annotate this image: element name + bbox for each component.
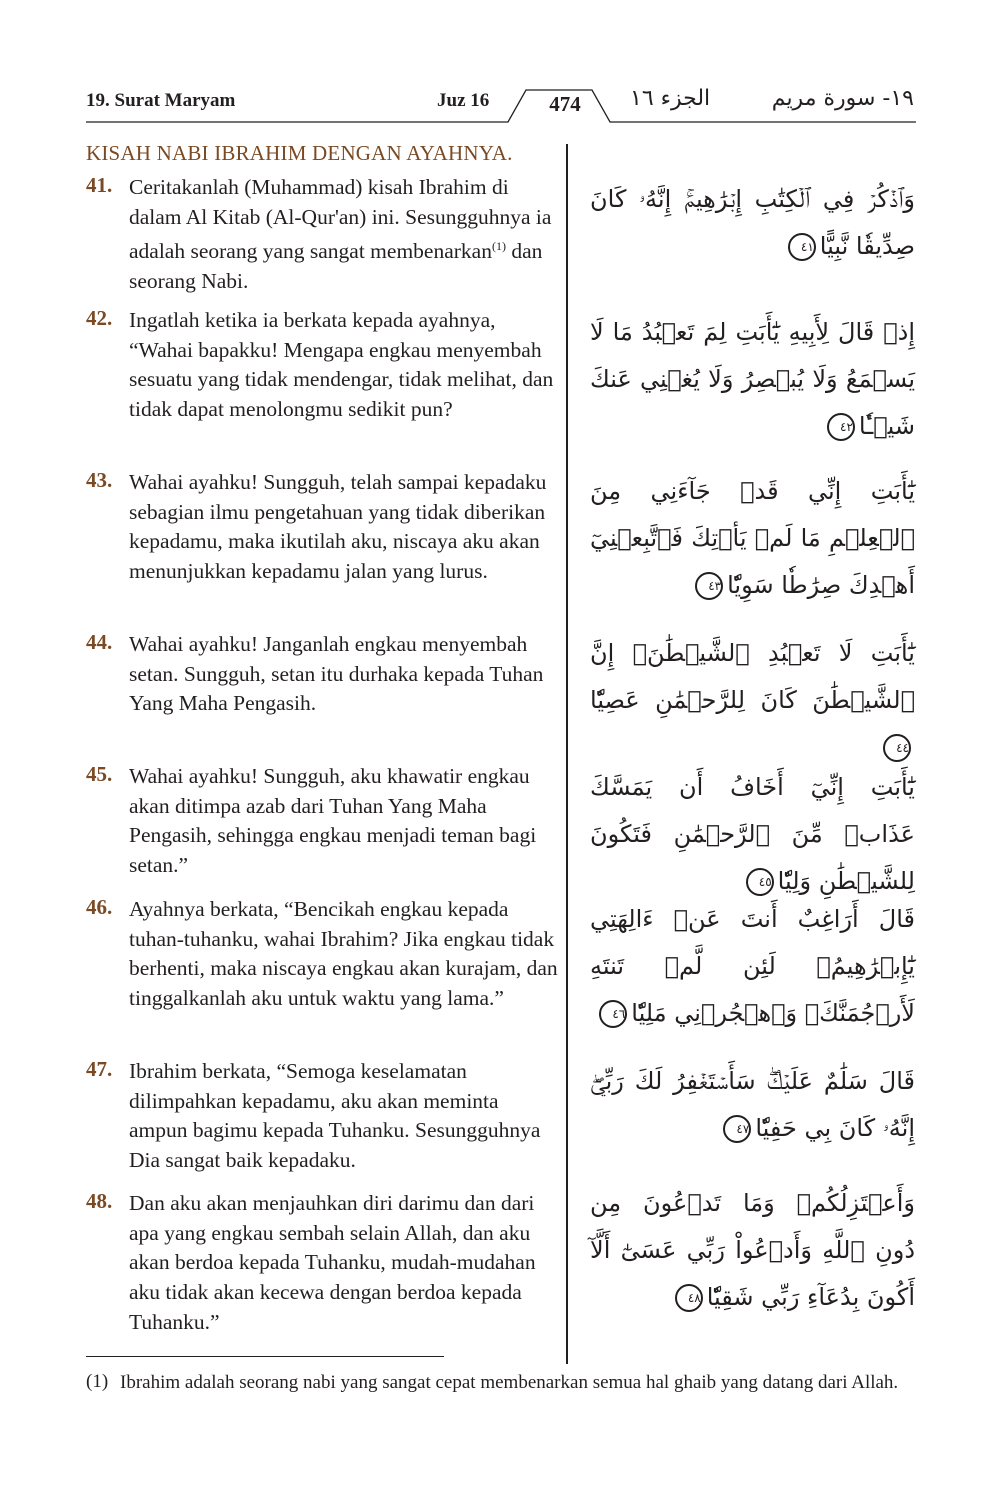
verse-number: 42. — [86, 306, 113, 330]
verse-text: Ingatlah ketika ia berkata kepada ayahnya, “Wahai bapakku! Mengapa engkau menyembah sesuatu yang tidak mendengar, tidak melihat, dan tidak dapat menolongmu sedikit pun? — [129, 308, 554, 422]
verse-number: 43. — [86, 468, 113, 492]
surah-title-arabic: ١٩- سورة مريم — [771, 86, 914, 111]
ayah-end-marker: ٤٥ — [746, 868, 774, 896]
ayah-end-marker: ٤١ — [788, 233, 816, 261]
footnote-marker: (1) — [86, 1371, 109, 1392]
verse-text: Ceritakanlah (Muhammad) kisah Ibrahim di dalam Al Kitab (Al-Qur'an) ini. Sesungguhnya ia adalah seorang yang sangat membenarkan$^{(1)}$ dan seorang Nabi. — [129, 175, 552, 294]
footnote-ref: (1) — [491, 239, 506, 254]
verse-43-arabic: يَٰٓأَبَتِ إِنِّي قَدۡ جَآءَنِي مِنَ ٱلۡعِلۡمِ مَا لَمۡ يَأۡتِكَ فَٱتَّبِعۡنِيٓ أَهۡدِكَ صِرَٰطٗا سَوِيّٗا٤٣ — [590, 477, 915, 599]
verse-42-arabic: إِذۡ قَالَ لِأَبِيهِ يَٰٓأَبَتِ لِمَ تَعۡبُدُ مَا لَا يَسۡمَعُ وَلَا يُبۡصِرُ وَلَا يُغۡنِي عَنكَ شَيۡـٔٗا٤٢ — [590, 318, 915, 440]
verse-45-arabic: يَٰٓأَبَتِ إِنِّيٓ أَخَافُ أَن يَمَسَّكَ عَذَابٞ مِّنَ ٱلرَّحۡمَٰنِ فَتَكُونَ لِلشَّيۡطَٰنِ وَلِيّٗا٤٥ — [590, 773, 915, 895]
verse-47-arabic: قَالَ سَلَٰمٌ عَلَيۡكَۖ سَأَسۡتَغۡفِرُ لَكَ رَبِّيٓۖ إِنَّهُۥ كَانَ بِي حَفِيّٗا٤٧ — [590, 1067, 915, 1142]
verse-41-arabic: وَٱذۡكُرۡ فِي ٱلۡكِتَٰبِ إِبۡرَٰهِيمَۚ إِنَّهُۥ كَانَ صِدِّيقٗا نَّبِيًّا٤١ — [590, 185, 915, 260]
verse-text: Dan aku akan menjauhkan diri darimu dan dari apa yang engkau sembah selain Allah, dan aku akan berdoa kepada Tuhanku, mudah-mudahan aku tidak akan kecewa dengan berdoa kepada Tuhanku.” — [129, 1191, 536, 1334]
verse-42-translation — [86, 306, 558, 425]
verse-number: 46. — [86, 895, 113, 919]
verse-text: Ibrahim berkata, “Semoga keselamatan dilimpahkan kepadamu, aku akan meminta ampun bagimu kepada Tuhanku. Sesungguhnya Dia sangat baik kepadaku. — [129, 1059, 541, 1173]
ayah-end-marker: ٤٧ — [723, 1115, 751, 1143]
verse-text: Wahai ayahku! Janganlah engkau menyembah setan. Sungguh, setan itu durhaka kepada Tuhan Yang Maha Pengasih. — [129, 632, 544, 716]
verse-text: Ayahnya berkata, “Bencikah engkau kepada tuhan-tuhanku, wahai Ibrahim? Jika engkau tidak berhenti, maka niscaya engkau akan kurajam, dan tinggalkanlah aku untuk waktu yang lama.” — [129, 897, 558, 1011]
verse-number: 48. — [86, 1189, 113, 1213]
verse-46-translation — [86, 895, 558, 1014]
ayah-end-marker: ٤٣ — [695, 572, 723, 600]
ayah-end-marker: ٤٨ — [675, 1284, 703, 1312]
verse-44-arabic: يَٰٓأَبَتِ لَا تَعۡبُدِ ٱلشَّيۡطَٰنَۖ إِنَّ ٱلشَّيۡطَٰنَ كَانَ لِلرَّحۡمَٰنِ عَصِيّٗا٤٤ — [590, 630, 915, 771]
surah-title-latin: 19. Surat Maryam — [86, 90, 236, 111]
ayah-end-marker: ٤٦ — [599, 1000, 627, 1028]
verse-41-translation — [86, 173, 558, 297]
verse-47-translation — [86, 1057, 558, 1176]
verse-45-translation — [86, 762, 558, 881]
verse-43-translation — [86, 468, 558, 587]
column-divider — [566, 144, 568, 1364]
verse-46-arabic: قَالَ أَرَاغِبٌ أَنتَ عَنۡ ءَالِهَتِي يَٰٓإِبۡرَٰهِيمُۖ لَئِن لَّمۡ تَنتَهِ لَأَرۡجُمَنَّكَۖ وَٱهۡجُرۡنِي مَلِيّٗا٤٦ — [590, 905, 915, 1027]
juz-label-arabic: الجزء ١٦ — [630, 86, 711, 111]
verse-number: 44. — [86, 630, 113, 654]
verse-text: Wahai ayahku! Sungguh, aku khawatir engkau akan ditimpa azab dari Tuhan Yang Maha Pengasih, sehingga engkau menjadi teman bagi setan.” — [129, 764, 537, 878]
verse-text: Wahai ayahku! Sungguh, telah sampai kepadaku sebagian ilmu pengetahuan yang tidak diberikan kepadamu, maka ikutilah aku, niscaya aku akan menunjukkan kepadamu jalan yang lurus. — [129, 470, 547, 584]
ayah-end-marker: ٤٢ — [827, 413, 855, 441]
verse-number: 47. — [86, 1057, 113, 1081]
footnote-text: Ibrahim adalah seorang nabi yang sangat cepat membenarkan semua hal ghaib yang datang dari Allah. — [120, 1372, 899, 1393]
section-title: KISAH NABI IBRAHIM DENGAN AYAHNYA. — [86, 141, 513, 165]
verse-48-translation — [86, 1189, 558, 1338]
verse-48-arabic: وَأَعۡتَزِلُكُمۡ وَمَا تَدۡعُونَ مِن دُونِ ٱللَّهِ وَأَدۡعُواْ رَبِّي عَسَىٰٓ أَلَّآ أَكُونَ بِدُعَآءِ رَبِّي شَقِيّٗا٤٨ — [590, 1189, 915, 1311]
verse-number: 41. — [86, 173, 113, 197]
page-number: 474 — [549, 92, 581, 116]
verse-number: 45. — [86, 762, 113, 786]
footnote-rule — [86, 1356, 444, 1357]
verse-44-translation — [86, 630, 558, 719]
juz-label-latin: Juz 16 — [437, 90, 490, 111]
ayah-end-marker: ٤٤ — [883, 734, 911, 762]
